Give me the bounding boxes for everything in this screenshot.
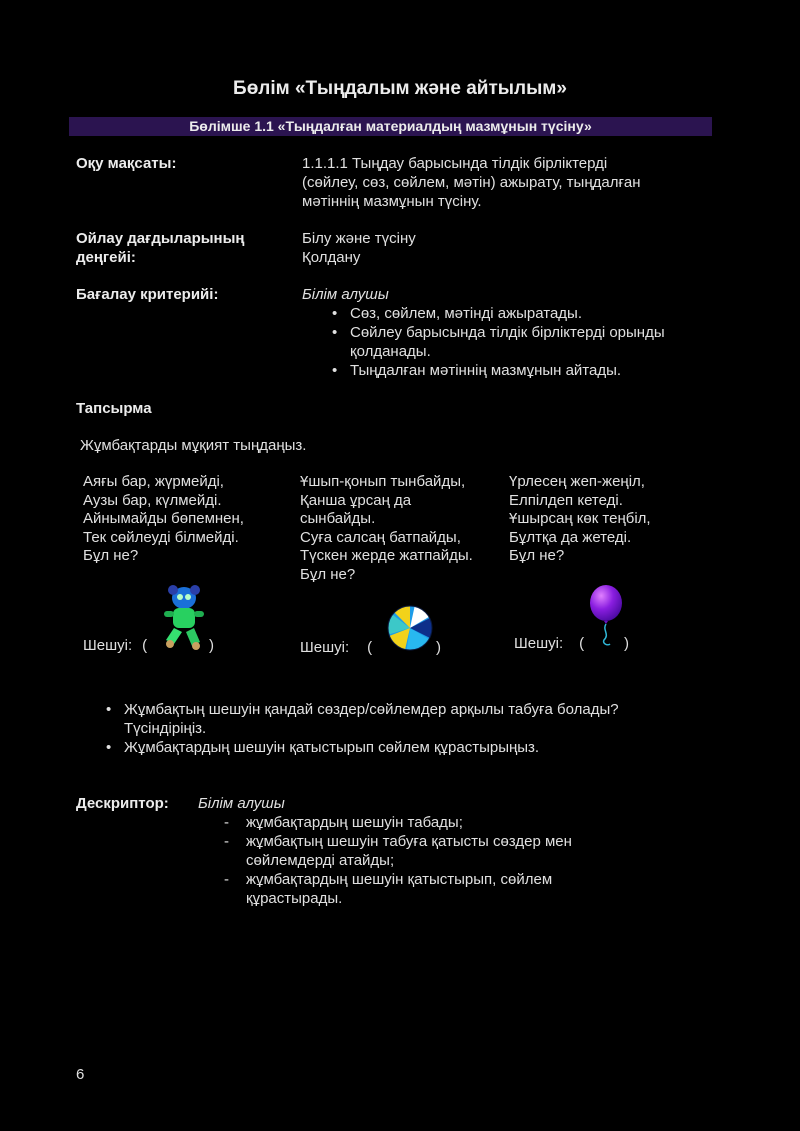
riddle-line: Үрлесең жеп-жеңіл, <box>509 473 645 490</box>
criteria-list <box>328 304 700 380</box>
riddle-line: Бұлтқа да жетеді. <box>509 528 632 546</box>
riddle-line: Қанша ұрсаң да <box>300 491 412 509</box>
riddle-2 <box>300 473 473 585</box>
balloon-icon <box>588 584 626 650</box>
riddle-line: Түскен жерде жатпайды. <box>300 547 473 565</box>
objective-line: мәтіннің мазмұнын түсіну. <box>302 193 482 210</box>
riddle-1-answer-close: ) <box>209 637 214 654</box>
riddle-2-answer-close: ) <box>436 639 441 656</box>
riddle-3-answer-close: ) <box>624 635 629 652</box>
question-item: • Жұмбақтың шешуін қандай сөздер/сөйлемдер арқылы табуға болады? Түсіндіріңіз. <box>102 700 682 738</box>
question-item: • Жұмбақтардың шешуін қатыстырып сөйлем құрастырыңыз. <box>102 738 682 757</box>
objective-label: Оқу мақсаты: <box>76 155 177 172</box>
thinking-label-line: деңгейі: <box>76 249 136 266</box>
riddle-line: Аяғы бар, жүрмейді, <box>83 473 224 490</box>
riddle-line: Бұл не? <box>300 565 356 583</box>
riddle-line: Ұшып-қонып тынбайды, <box>300 473 466 490</box>
section-subtitle: Бөлімше 1.1 «Тыңдалған материалдың мазмұнын түсіну» <box>69 117 712 136</box>
riddle-line: сынбайды. <box>300 510 376 528</box>
criteria-label: Бағалау критерийі: <box>76 286 219 303</box>
thinking-level-label <box>76 229 245 267</box>
ball-icon <box>386 604 434 652</box>
criteria-item: • Сөйлеу барысында тілдік бірліктерді орынды қолданады. <box>328 323 700 361</box>
thinking-label-line: Ойлау дағдыларының <box>76 230 245 247</box>
riddle-line: Тек сөйлеуді білмейді. <box>83 528 239 546</box>
page-number: 6 <box>76 1066 85 1083</box>
riddle-line: Аузы бар, күлмейді. <box>83 491 222 509</box>
criteria-item: • Тыңдалған мәтіннің мазмұнын айтады. <box>328 361 700 380</box>
riddle-3 <box>509 473 651 566</box>
riddle-line: Елпілдеп кетеді. <box>509 491 623 509</box>
objective-line: 1.1.1.1 Тыңдау барысында тілдік бірліктерді <box>302 155 608 172</box>
descriptor-item: - жұмбақтардың шешуін қатыстырып, сөйлем құрастырады. <box>224 870 614 908</box>
criteria-item: • Сөз, сөйлем, мәтінді ажыратады. <box>328 304 700 323</box>
thinking-value: Қолдану <box>302 249 361 266</box>
thinking-level-values <box>302 229 416 267</box>
riddle-line: Айнымайды бөпемнен, <box>83 510 244 528</box>
descriptor-item: - жұмбақтардың шешуін табады; <box>224 813 614 832</box>
answer-label: Шешуі: <box>514 635 564 652</box>
criteria-lead: Білім алушы <box>302 286 389 303</box>
riddle-line: Бұл не? <box>509 547 565 565</box>
task-label: Тапсырма <box>76 400 152 417</box>
riddle-1 <box>83 473 244 566</box>
riddle-line: Бұл не? <box>83 547 139 565</box>
doll-icon <box>160 584 208 650</box>
task-instruction: Жұмбақтарды мұқият тыңдаңыз. <box>80 437 307 454</box>
riddle-3-answer: Шешуі: ( <box>514 635 585 652</box>
answer-label: Шешуі: <box>300 639 350 656</box>
descriptor-list <box>224 813 614 908</box>
objective-text <box>302 154 712 211</box>
riddle-line: Суға салсаң батпайды, <box>300 528 461 546</box>
objective-line: (сөйлеу, сөз, сөйлем, мәтін) ажырату, тыңдалған <box>302 174 641 191</box>
questions-list <box>102 700 682 757</box>
descriptor-lead: Білім алушы <box>198 795 285 812</box>
riddle-1-answer: Шешуі: ( <box>83 637 148 654</box>
answer-label: Шешуі: <box>83 637 133 654</box>
thinking-value: Білу және түсіну <box>302 230 416 247</box>
page-title: Бөлім «Тыңдалым және айтылым» <box>233 78 567 99</box>
riddle-2-answer: Шешуі: ( <box>300 639 373 656</box>
riddle-line: Ұшырсаң көк теңбіл, <box>509 510 651 528</box>
descriptor-label: Дескриптор: <box>76 795 169 812</box>
descriptor-item: - жұмбақтың шешуін табуға қатысты сөздер мен сөйлемдерді атайды; <box>224 832 614 870</box>
